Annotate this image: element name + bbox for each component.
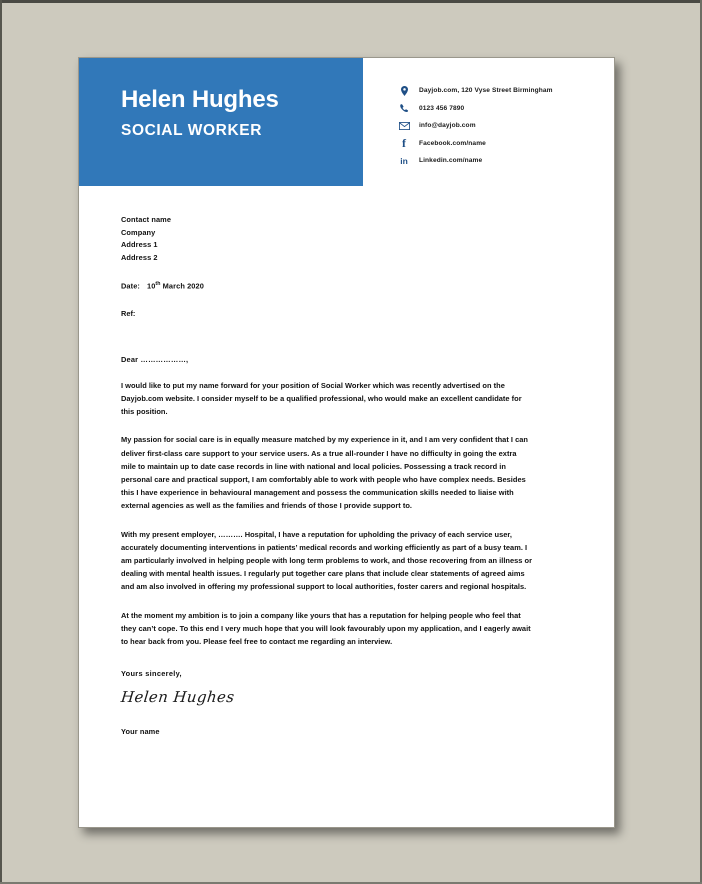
recipient-line-address-2: Address 2 [121, 252, 158, 262]
letter-paragraph-1: I would like to put my name forward for your position of Social Worker which was recently advertised on the Dayjob.com website. I consider myself to be a qualified professional, who would make an excellent candidate for this position. [121, 380, 522, 417]
contact-row-email [395, 117, 615, 135]
window-top-border [0, 0, 702, 3]
recipient-line-contact-name: Contact name [121, 215, 172, 224]
recipient-address-block [121, 214, 533, 264]
contact-text-address: Dayjob.com, 120 Vyse Street Birmingham [419, 87, 553, 95]
envelope-icon [395, 122, 413, 130]
date-line [121, 281, 533, 290]
applicant-name: Helen Hughes [121, 86, 279, 113]
date-label: Date: [121, 281, 140, 291]
letter-paragraph-4: At the moment my ambition is to join a company like yours that has a reputation for helping people who feel that they can’t cope. To this end I very much hope that you will look favourably upon my application, and I eagerly await to hear back from you. Please feel free to contact me regarding an interview. [121, 610, 531, 647]
letter-body [121, 214, 533, 736]
contact-row-linkedin [395, 152, 615, 170]
contact-row-address [395, 82, 615, 100]
recipient-line-company: Company [121, 227, 156, 237]
letter-paragraph-2: My passion for social care is in equally measure matched by my experience in it, and I am very confident that I can deliver first-class care support to your service users. As a true all-rounder I have no difficulty in going the extra mile to maintain up to date case records in line with national and local policies. Possessing a track record in personal care and practical support, I am comfortably able to work with people who have complex needs. Besides this I have experience in behavioural management and possess the communication skills needed to liaise with external agencies as well as the families and friends of those I provide support to. [121, 435, 528, 511]
date-month-year: March 2020 [162, 281, 204, 291]
salutation: Dear ………………, [121, 354, 189, 364]
facebook-icon: f [402, 136, 406, 151]
your-name-placeholder: Your name [121, 727, 160, 737]
name-banner [79, 58, 363, 186]
letterhead-header [79, 58, 614, 186]
window-left-border [0, 0, 2, 884]
letter-paragraph-3: With my present employer, ………. Hospital, I have a reputation for upholding the privacy of each service user, accurately documenting interventions in patients’ medical records and working efficiently as part of a busy team. I am particularly involved in helping people with long term problems to work, and those recovering from an illness or dealing with mental health issues. I regularly put together care plans that include clear statements of agreed aims and am also involved in offering my professional support to local authorities, foster carers and regional hospitals. [121, 529, 533, 592]
contact-text-linkedin: Linkedin.com/name [419, 157, 483, 165]
date-ordinal-suffix: th [155, 281, 161, 288]
contact-row-phone [395, 100, 615, 118]
contact-row-facebook [395, 135, 615, 153]
applicant-job-title: SOCIAL WORKER [121, 122, 262, 139]
date-day: 10 [146, 281, 156, 291]
recipient-line-address-1: Address 1 [121, 240, 158, 250]
document-page [78, 57, 615, 828]
linkedin-icon: in [400, 155, 408, 166]
ref-line: Ref: [121, 308, 136, 318]
contact-details-list [395, 82, 615, 170]
contact-text-email: info@dayjob.com [419, 122, 476, 130]
contact-text-facebook: Facebook.com/name [419, 139, 486, 147]
phone-icon [395, 104, 413, 113]
sign-off: Yours sincerely, [121, 669, 182, 679]
location-pin-icon [395, 86, 413, 96]
handwritten-signature: Helen Hughes [120, 688, 236, 707]
contact-text-phone: 0123 456 7890 [419, 104, 465, 112]
